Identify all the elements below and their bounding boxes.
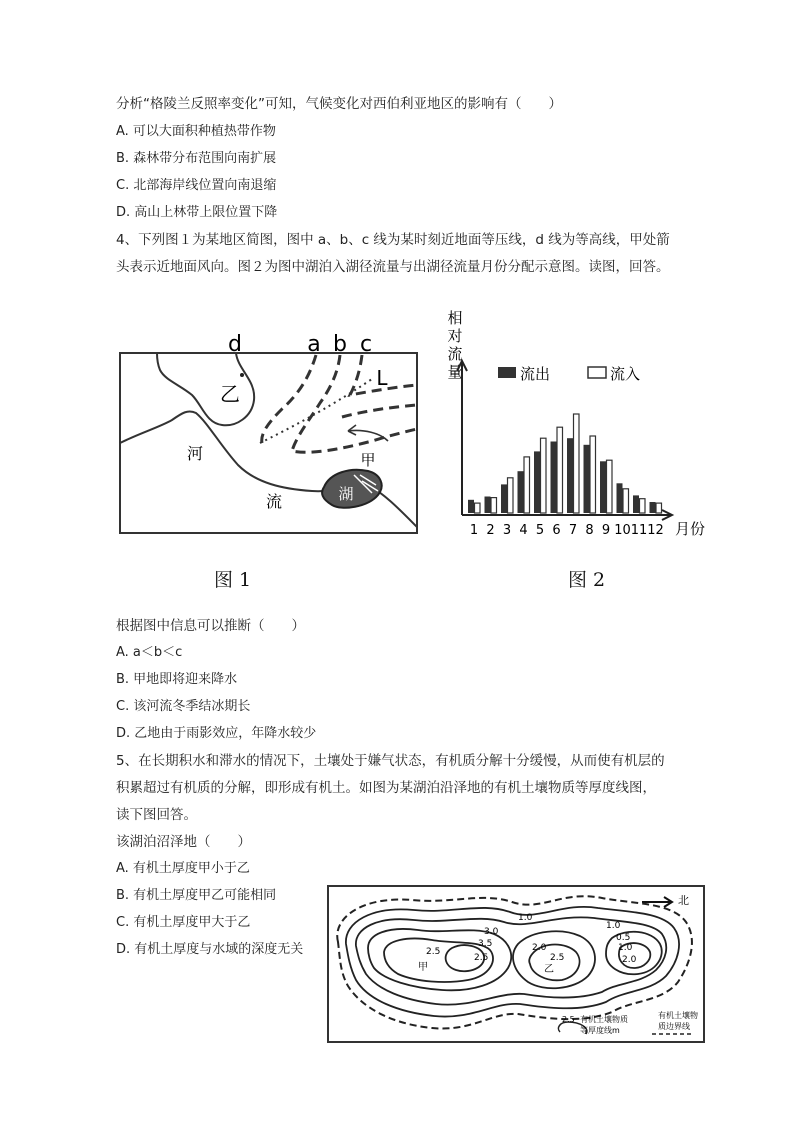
label-jia: 甲 — [360, 451, 376, 469]
bar-out-month-4 — [518, 471, 524, 513]
bar-in-month-7 — [574, 414, 580, 513]
bar-out-month-11 — [633, 495, 639, 513]
q3-option-b: B. 森林带分布范围向南扩展 — [116, 151, 277, 166]
bar-in-month-12 — [656, 503, 662, 513]
contour-label-8: 1.0 — [606, 921, 621, 931]
figure1-map — [110, 325, 425, 540]
q4-option-b: B. 甲地即将迎来降水 — [116, 672, 238, 687]
x-tick-6: 6 — [552, 523, 561, 538]
x-tick-1: 1 — [469, 523, 479, 538]
bar-in-month-1 — [475, 503, 481, 513]
figure2-caption: 图 2 — [568, 569, 606, 591]
q5-option-b: B. 有机土厚度甲乙可能相同 — [116, 888, 277, 903]
legend-out-swatch — [498, 367, 516, 378]
q5-stem-line3: 读下图回答。 — [116, 807, 197, 823]
bar-out-month-6 — [551, 442, 557, 514]
bars-group — [468, 414, 662, 513]
label-a: a — [307, 332, 321, 357]
q3-option-d: D. 高山上林带上限位置下降 — [116, 205, 278, 220]
isobar-b — [292, 355, 417, 452]
q4-question: 根据图中信息可以推断（ ） — [116, 618, 305, 634]
q4-stem-line2: 头表示近地面风向。图２为图中湖泊入湖径流量与出湖径流量月份分配示意图。读图，回答。 — [116, 259, 670, 275]
q4-option-d: D. 乙地由于雨影效应，年降水较少 — [116, 726, 317, 741]
label-liu: 流 — [265, 492, 283, 511]
label-yi: 乙 — [220, 382, 240, 406]
dotted-line — [260, 379, 372, 443]
x-tick-10: 10 — [614, 523, 631, 538]
y-axis-title — [447, 309, 462, 381]
ylabel-char-2: 对 — [447, 327, 463, 345]
x-ticks-group — [470, 523, 664, 538]
x-tick-7: 7 — [568, 523, 578, 538]
x-tick-4: 4 — [519, 523, 528, 538]
q5-stem-line1: 5、在长期积水和滞水的情况下，土壤处于嫌气状态，有机质分解十分缓慢，从而使有机层的 — [116, 753, 665, 769]
bar-in-month-6 — [557, 427, 563, 513]
label-yi-3: 乙 — [544, 964, 554, 975]
q5-option-a: A. 有机土厚度甲小于乙 — [116, 861, 250, 876]
contour-label-2: 3.0 — [484, 927, 499, 937]
legend-in-label: 流入 — [610, 365, 641, 383]
label-d: d — [228, 332, 242, 357]
x-tick-12: 12 — [647, 523, 664, 538]
organic-soil-boundary — [337, 896, 692, 1028]
bar-in-month-10 — [623, 489, 629, 513]
contour-label-7: 2.5 — [550, 953, 565, 963]
figure2-chart — [438, 305, 710, 540]
q3-option-a: A. 可以大面积种植热带作物 — [116, 124, 276, 139]
bar-in-month-4 — [524, 457, 530, 513]
bar-out-month-1 — [468, 500, 474, 513]
label-jia-3: 甲 — [418, 962, 428, 973]
bar-out-month-9 — [600, 461, 606, 513]
x-tick-3: 3 — [502, 523, 512, 538]
north-label: 北 — [678, 894, 689, 907]
q4-option-c: C. 该河流冬季结冰期长 — [116, 699, 251, 714]
contour-label-5: 1.0 — [518, 913, 533, 923]
q3-option-c: C. 北部海岸线位置向南退缩 — [116, 178, 277, 193]
label-c: c — [359, 332, 373, 357]
yi-point — [240, 373, 244, 377]
x-tick-5: 5 — [535, 523, 545, 538]
contour-label-10: 1.0 — [618, 943, 633, 953]
x-tick-11: 11 — [630, 523, 648, 538]
legend-out-label: 流出 — [520, 365, 551, 383]
contour-label-9: 0.5 — [616, 933, 631, 943]
q5-stem-line2: 积累超过有机质的分解，即形成有机土。如图为某湖泊沿泽地的有机土壤物质等厚度线图， — [116, 780, 656, 796]
isobar-c-lower — [342, 405, 417, 417]
legend-contour-line2: 等厚度线m — [580, 1026, 620, 1035]
ylabel-char-3: 流 — [447, 345, 463, 363]
bar-in-month-11 — [640, 499, 646, 513]
q5-option-c: C. 有机土厚度甲大于乙 — [116, 915, 251, 930]
x-tick-2: 2 — [486, 523, 495, 538]
legend-boundary-line1: 有机土壤物 — [658, 1011, 698, 1020]
x-tick-8: 8 — [585, 523, 594, 538]
legend-value: 2.5 — [562, 1015, 575, 1024]
legend-contour-line1: 有机土壤物质 — [580, 1015, 628, 1024]
q3-stem: 分析“格陵兰反照率变化”可知，气候变化对西伯利亚地区的影响有（ ） — [116, 96, 562, 112]
bar-out-month-5 — [534, 451, 540, 513]
figure1-caption: 图 1 — [214, 569, 252, 591]
x-tick-9: 9 — [601, 523, 611, 538]
x-axis-title: 月份 — [674, 520, 706, 538]
q5-option-d: D. 有机土厚度与水域的深度无关 — [116, 942, 304, 957]
bar-out-month-10 — [617, 483, 623, 513]
map3-frame — [328, 886, 704, 1042]
q4-stem-line1: 4、下列图１为某地区简图，图中 a、b、c 线为某时刻近地面等压线，d 线为等高线，甲处箭 — [116, 232, 670, 248]
legend-in-swatch — [588, 367, 606, 378]
bar-out-month-2 — [485, 497, 491, 514]
bar-out-month-3 — [501, 484, 507, 513]
bar-out-month-7 — [567, 438, 573, 513]
q4-option-a: A. a＜b＜c — [116, 645, 183, 660]
figure3-contour-map — [322, 882, 712, 1047]
label-L: L — [376, 366, 388, 390]
bar-in-month-2 — [491, 498, 497, 513]
contour-label-6: 2.0 — [532, 943, 547, 953]
bar-in-month-9 — [607, 460, 613, 513]
label-hu: 湖 — [338, 485, 354, 503]
isobar-a — [262, 355, 316, 443]
ylabel-char-1: 相 — [447, 309, 463, 327]
contour-label-1: 2.5 — [426, 947, 441, 957]
bar-out-month-12 — [650, 502, 656, 513]
bar-out-month-8 — [584, 445, 590, 513]
label-he: 河 — [186, 444, 204, 463]
ylabel-char-4: 量 — [447, 363, 463, 381]
legend-boundary-line2: 质边界线 — [658, 1022, 690, 1031]
contour-label-3: 3.5 — [478, 939, 493, 949]
contour-label-11: 2.0 — [622, 955, 637, 965]
bar-in-month-5 — [541, 438, 547, 513]
bar-in-month-8 — [590, 436, 596, 513]
contour-label-4: 2.5 — [474, 953, 489, 963]
label-b: b — [333, 332, 347, 357]
bar-in-month-3 — [508, 478, 514, 513]
q5-question: 该湖泊沼泽地（ ） — [116, 834, 251, 850]
